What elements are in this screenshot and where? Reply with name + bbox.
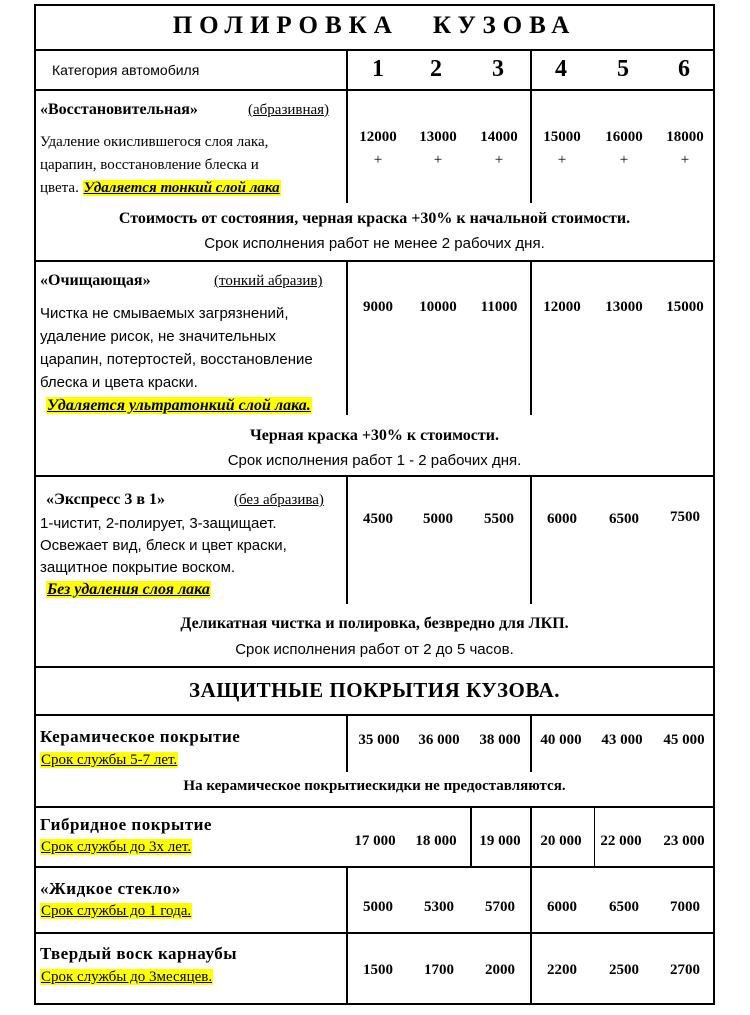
service-note: Срок исполнения работ не менее 2 рабочих дня. [204, 235, 545, 252]
divider [34, 260, 715, 262]
price: 2200 [547, 962, 577, 978]
price: 2500 [609, 962, 639, 978]
price: 7500 [670, 509, 700, 525]
service-note-bold: Деликатная чистка и полировка, безвредно для ЛКП. [180, 615, 569, 632]
price: 14000 [480, 129, 518, 145]
price: 36 000 [418, 732, 460, 748]
page-title: ПОЛИРОВКА КУЗОВА [172, 12, 577, 39]
service-row-restorative [40, 101, 198, 119]
price: 5000 [423, 511, 453, 527]
service-description: Удаление окислившегося слоя лака, царапин, восстановление блеска и цвета. Удаляется тонкий слой лака [40, 134, 280, 196]
price: 5500 [484, 511, 514, 527]
price: 19 000 [479, 833, 521, 849]
price: 5300 [424, 899, 454, 915]
plus-sign: + [433, 152, 443, 168]
price: 6000 [547, 511, 577, 527]
coating-name: Гибридное покрытие [40, 815, 212, 834]
price: 12000 [359, 129, 397, 145]
divider [34, 666, 715, 668]
price: 13000 [605, 299, 643, 315]
price: 13000 [419, 129, 457, 145]
price: 17 000 [354, 833, 396, 849]
price: 6500 [609, 899, 639, 915]
price: 10000 [419, 299, 457, 315]
column-line [530, 262, 532, 415]
column-line [530, 477, 532, 604]
highlight-row [46, 581, 211, 599]
price: 1700 [424, 962, 454, 978]
service-note: Срок исполнения работ 1 - 2 рабочих дня. [227, 452, 522, 469]
service-name: «Восстановительная» [40, 101, 198, 118]
price: 40 000 [540, 732, 582, 748]
service-name: «Экспресс 3 в 1» [46, 491, 166, 508]
service-type: (без абразива) [234, 492, 324, 508]
highlight-row [46, 397, 312, 415]
plus-sign: + [494, 152, 504, 168]
price: 7000 [670, 899, 700, 915]
price: 20 000 [540, 833, 582, 849]
category-number: 2 [430, 56, 442, 82]
service-description: Чистка не смываемых загрязнений, удаление рисок, не значительных царапин, потертостей, восстановление блеска и цвета краски. [40, 305, 313, 391]
divider [34, 49, 715, 51]
highlight-note: Без удаления слоя лака [47, 581, 210, 598]
price: 15000 [543, 129, 581, 145]
plus-sign: + [680, 152, 690, 168]
price: 5000 [363, 899, 393, 915]
coating-term: Срок службы до 1 года. [41, 903, 192, 919]
column-line [346, 49, 348, 203]
price: 2700 [670, 962, 700, 978]
service-name: «Очищающая» [40, 272, 151, 289]
coating-term: Срок службы 5-7 лет. [41, 752, 178, 768]
plus-sign: + [557, 152, 567, 168]
price: 18000 [666, 129, 704, 145]
category-number: 4 [555, 56, 567, 82]
coating-term-row [40, 902, 192, 920]
category-number: 1 [372, 56, 384, 82]
highlight-note: Удаляется тонкий слой лака [83, 180, 280, 196]
plus-sign: + [619, 152, 629, 168]
divider [34, 89, 715, 91]
plus-sign: + [373, 152, 383, 168]
price: 6000 [547, 899, 577, 915]
divider [34, 932, 715, 934]
coating-name: Твердый воск карнаубы [40, 944, 237, 963]
divider [34, 714, 715, 716]
coating-name: Керамическое покрытие [40, 727, 241, 746]
column-line [530, 49, 532, 203]
price: 38 000 [479, 732, 521, 748]
price: 2000 [485, 962, 515, 978]
price: 4500 [363, 511, 393, 527]
coatings-title: ЗАЩИТНЫЕ ПОКРЫТИЯ КУЗОВА. [189, 678, 560, 702]
service-note: Срок исполнения работ от 2 до 5 часов. [235, 641, 514, 658]
service-description: 1-чистит, 2-полирует, 3-защищает. Освежает вид, блеск и цвет краски, защитное покрытие воском. [40, 515, 287, 576]
service-note-bold: Стоимость от состояния, черная краска +30% к начальной стоимости. [118, 210, 631, 227]
price: 11000 [480, 299, 518, 315]
divider [34, 866, 715, 868]
price: 45 000 [663, 732, 705, 748]
divider [34, 475, 715, 477]
column-line [346, 477, 348, 604]
price: 1500 [363, 962, 393, 978]
price: 22 000 [600, 833, 642, 849]
category-number: 3 [492, 56, 504, 82]
price: 15000 [666, 299, 704, 315]
column-line [346, 262, 348, 415]
highlight-note: Удаляется ультратонкий слой лака. [47, 397, 311, 414]
category-number: 6 [678, 56, 690, 82]
price: 12000 [543, 299, 581, 315]
price: 35 000 [358, 732, 400, 748]
price: 16000 [605, 129, 643, 145]
coating-term: Срок службы до 3х лет. [41, 839, 192, 855]
service-type: (тонкий абразив) [214, 273, 323, 289]
category-label: Категория автомобиля [52, 62, 200, 78]
price: 23 000 [663, 833, 705, 849]
coating-term-row [40, 751, 178, 769]
service-note-bold: Черная краска +30% к стоимости. [250, 427, 499, 444]
coating-note: На керамическое покрытиескидки не предоставляются. [183, 778, 566, 794]
price: 9000 [363, 299, 393, 315]
divider [34, 806, 715, 808]
coating-name: «Жидкое стекло» [40, 879, 181, 898]
price: 43 000 [601, 732, 643, 748]
coating-term: Срок службы до 3месяцев. [41, 969, 213, 985]
category-number: 5 [617, 56, 629, 82]
price: 5700 [485, 899, 515, 915]
service-type: (абразивная) [248, 102, 330, 118]
price: 18 000 [415, 833, 457, 849]
coating-term-row [40, 968, 213, 986]
coating-term-row [40, 838, 192, 856]
price: 6500 [609, 511, 639, 527]
